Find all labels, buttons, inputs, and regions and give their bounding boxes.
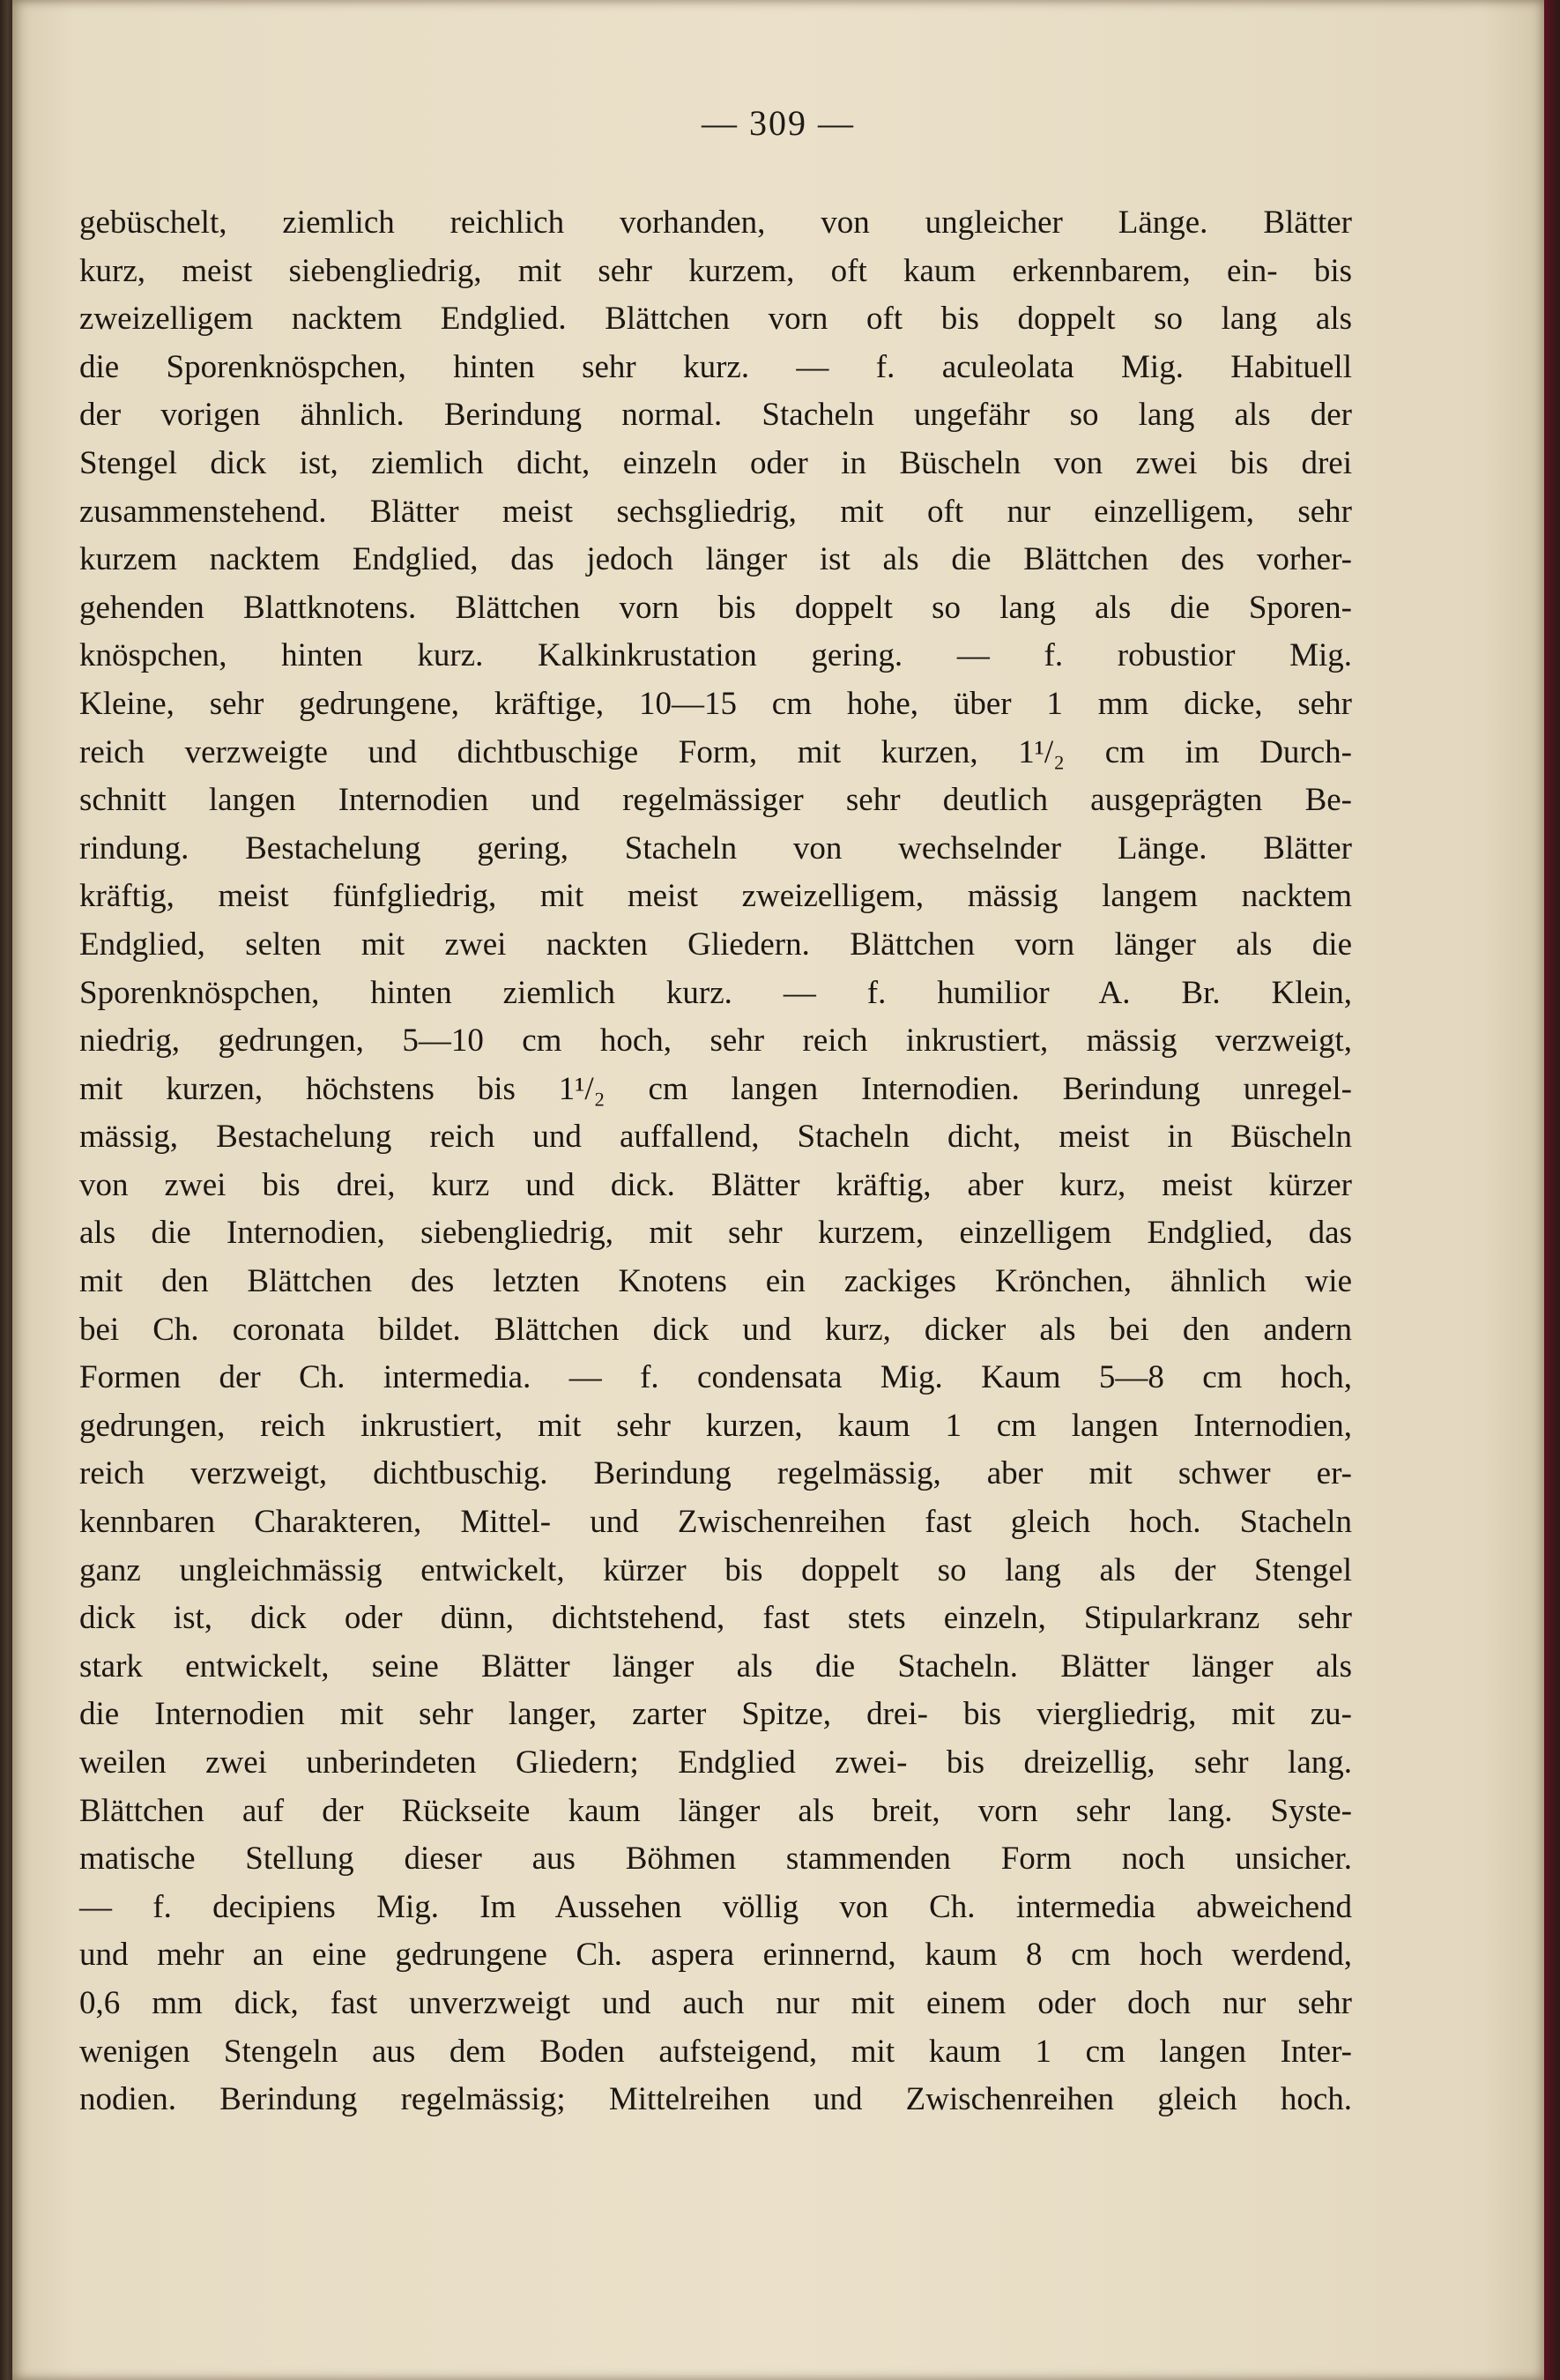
- text-line: Blättchen auf der Rückseite kaum länger als breit, vorn sehr lang. Syste-: [79, 1792, 1352, 1829]
- text-line: reich verzweigte und dichtbuschige Form, mit kurzen, 1¹/₂ cm im Durch-: [79, 733, 1352, 770]
- text-line: kennbaren Charakteren, Mittel- und Zwischenreihen fast gleich hoch. Stacheln: [79, 1504, 1352, 1541]
- text-line: Kleine, sehr gedrungene, kräftige, 10—15 cm hohe, über 1 mm dicke, sehr: [79, 685, 1352, 722]
- text-line: gebüschelt, ziemlich reichlich vorhanden, von ungleicher Länge. Blätter: [79, 205, 1352, 241]
- text-line: nodien. Berindung regelmässig; Mittelreihen und Zwischenreihen gleich hoch.: [79, 2081, 1352, 2118]
- text-line: kurzem nacktem Endglied, das jedoch länger ist als die Blättchen des vorher-: [79, 541, 1352, 578]
- document-page: [12, 0, 1544, 2380]
- text-line: niedrig, gedrungen, 5—10 cm hoch, sehr reich inkrustiert, mässig verzweigt,: [79, 1023, 1352, 1060]
- text-line: Sporenknöspchen, hinten ziemlich kurz. — f. humilior A. Br. Klein,: [79, 974, 1352, 1011]
- text-line: Formen der Ch. intermedia. — f. condensata Mig. Kaum 5—8 cm hoch,: [79, 1359, 1352, 1396]
- text-line: zweizelligem nacktem Endglied. Blättchen vorn oft bis doppelt so lang als: [79, 301, 1352, 338]
- text-line: mit den Blättchen des letzten Knotens ein zackiges Krönchen, ähnlich wie: [79, 1263, 1352, 1300]
- text-line: kurz, meist siebengliedrig, mit sehr kurzem, oft kaum erkennbarem, ein- bis: [79, 252, 1352, 289]
- text-line: und mehr an eine gedrungene Ch. aspera erinnernd, kaum 8 cm hoch werdend,: [79, 1937, 1352, 1974]
- text-line: 0,6 mm dick, fast unverzweigt und auch nur mit einem oder doch nur sehr: [79, 1984, 1352, 2021]
- text-line: matische Stellung dieser aus Böhmen stammenden Form noch unsicher.: [79, 1841, 1352, 1878]
- text-line: der vorigen ähnlich. Berindung normal. Stacheln ungefähr so lang als der: [79, 397, 1352, 434]
- text-line: bei Ch. coronata bildet. Blättchen dick und kurz, dicker als bei den andern: [79, 1311, 1352, 1348]
- text-line: als die Internodien, siebengliedrig, mit sehr kurzem, einzelligem Endglied, das: [79, 1215, 1352, 1252]
- text-line: — f. decipiens Mig. Im Aussehen völlig von Ch. intermedia abweichend: [79, 1888, 1352, 1925]
- text-line: Stengel dick ist, ziemlich dicht, einzeln oder in Büscheln von zwei bis drei: [79, 444, 1352, 481]
- text-line: die Sporenknöspchen, hinten sehr kurz. — f. aculeolata Mig. Habituell: [79, 348, 1352, 385]
- text-line: schnitt langen Internodien und regelmässiger sehr deutlich ausgeprägten Be-: [79, 782, 1352, 819]
- text-line: knöspchen, hinten kurz. Kalkinkrustation gering. — f. robustior Mig.: [79, 637, 1352, 674]
- text-line: rindung. Bestachelung gering, Stacheln von wechselnder Länge. Blätter: [79, 829, 1352, 866]
- text-line: kräftig, meist fünfgliedrig, mit meist zweizelligem, mässig langem nacktem: [79, 878, 1352, 915]
- text-line: stark entwickelt, seine Blätter länger als die Stacheln. Blätter länger als: [79, 1647, 1352, 1685]
- page-number: — 309 —: [702, 103, 855, 143]
- text-line: wenigen Stengeln aus dem Boden aufsteigend, mit kaum 1 cm langen Inter-: [79, 2033, 1352, 2070]
- text-line: dick ist, dick oder dünn, dichtstehend, fast stets einzeln, Stipularkranz sehr: [79, 1600, 1352, 1637]
- text-line: mässig, Bestachelung reich und auffallend, Stacheln dicht, meist in Büscheln: [79, 1119, 1352, 1156]
- text-line: weilen zwei unberindeten Gliedern; Endglied zwei- bis dreizellig, sehr lang.: [79, 1744, 1352, 1781]
- text-line: mit kurzen, höchstens bis 1¹/₂ cm langen Internodien. Berindung unregel-: [79, 1070, 1352, 1107]
- text-line: Endglied, selten mit zwei nackten Gliedern. Blättchen vorn länger als die: [79, 926, 1352, 963]
- text-line: reich verzweigt, dichtbuschig. Berindung regelmässig, aber mit schwer er-: [79, 1455, 1352, 1492]
- text-line: zusammenstehend. Blätter meist sechsgliedrig, mit oft nur einzelligem, sehr: [79, 493, 1352, 530]
- body-text: [79, 199, 1352, 2124]
- text-line: gehenden Blattknotens. Blättchen vorn bis doppelt so lang als die Sporen-: [79, 589, 1352, 626]
- text-line: gedrungen, reich inkrustiert, mit sehr kurzen, kaum 1 cm langen Internodien,: [79, 1407, 1352, 1444]
- text-line: ganz ungleichmässig entwickelt, kürzer bis doppelt so lang als der Stengel: [79, 1551, 1352, 1588]
- text-line: von zwei bis drei, kurz und dick. Blätter kräftig, aber kurz, meist kürzer: [79, 1166, 1352, 1203]
- text-line: die Internodien mit sehr langer, zarter Spitze, drei- bis viergliedrig, mit zu-: [79, 1696, 1352, 1733]
